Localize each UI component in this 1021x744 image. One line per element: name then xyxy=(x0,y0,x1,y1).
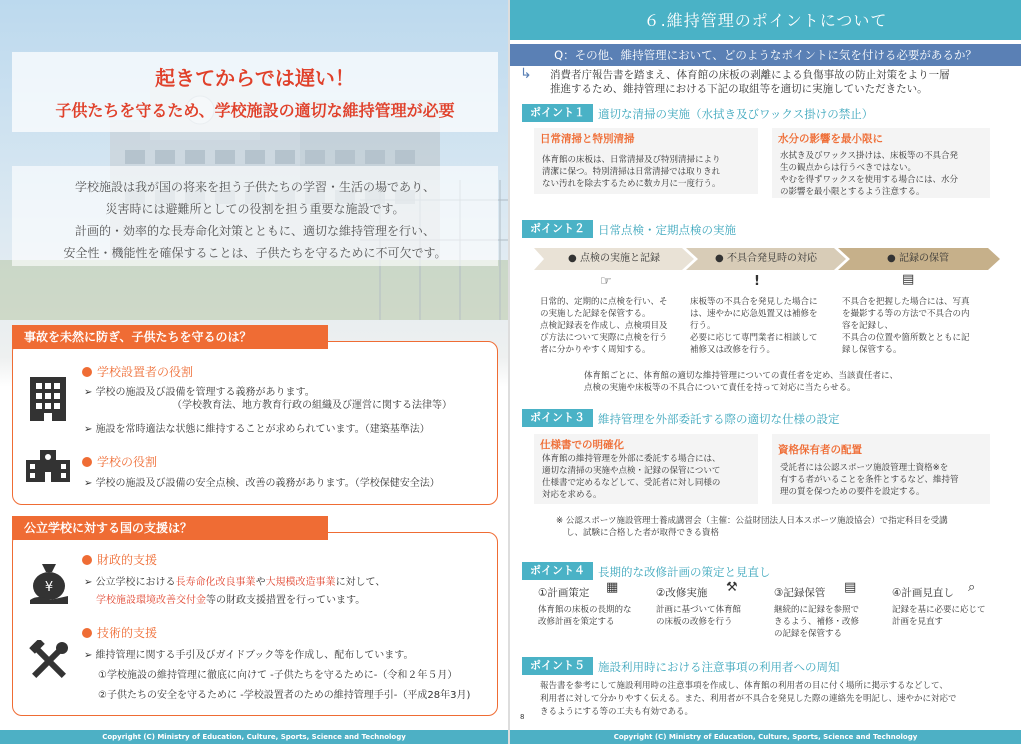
document-icon: ▤ xyxy=(902,272,915,287)
right-footer-copyright: Copyright (C) Ministry of Education, Culture, Sports, Science and Technology xyxy=(510,730,1021,744)
bullet-dot-icon xyxy=(82,457,92,467)
card-title: 水分の影響を最小限に xyxy=(778,133,883,145)
technical-support-title: 技術的支援 xyxy=(82,624,157,641)
right-page xyxy=(510,0,1021,744)
card-body: 水拭き及びワックス掛けは、床板等の不具合発 生の観点からは行うべきではない。 やむを得ずワックスを使用する場合には、水分 の影響を最小限とするよう注意する。 xyxy=(780,151,958,197)
left-footer-copyright: Copyright (C) Ministry of Education, Culture, Sports, Science and Technology xyxy=(0,730,508,744)
role2-item: ➢ 学校の施設及び設備の安全点検、改善の義務があります。（学校保健安全法） xyxy=(84,478,440,489)
step-plan-label: ①計画策定 xyxy=(538,587,590,599)
qualified-staff-card xyxy=(772,434,990,504)
role1-item: ➢ 学校の施設及び設備を管理する義務があります。 xyxy=(84,387,315,398)
arrow-icon: ↳ xyxy=(520,66,532,82)
hero-subtitle: 子供たちを守るため、学校施設の適切な維持管理が必要 xyxy=(55,101,455,120)
role2-title: 学校の役割 xyxy=(82,453,157,470)
step-repair-label: ②改修実施 xyxy=(656,587,708,599)
point5-body: 報告書を参考にして施設利用時の注意事項を作成し、体育館の利用者の目に付く場所に掲示するなどして、 利用者に対して分かりやすく伝える。また、利用者が不具合を発見した際の連絡先を明記し、速やかに対応で きるようにする等の工夫も有効である。 xyxy=(540,681,957,717)
bullet-dot-icon xyxy=(82,555,92,565)
card-body: 体育館の床板は、日常清掃及び特別清掃により 清潔に保つ。特別清掃は日常清掃では取りきれ ない汚れを除去するために数カ月に一度行う。 xyxy=(542,155,721,189)
bullet-dot-icon xyxy=(82,367,92,377)
building-icon xyxy=(28,375,68,423)
point1-title: 適切な清掃の実施（水拭き及びワックス掛けの禁止） xyxy=(598,107,874,121)
intro-line: 計画的・効率的な長寿命化対策とともに、適切な維持管理を行い、 xyxy=(74,224,435,238)
exclamation-icon: ! xyxy=(754,274,760,289)
card-body: 体育館の維持管理を外部に委託する場合には、 適切な清掃の実施や点検・記録の保管について 仕様書で定めるなどして、受託者に対し同様の 対応を求める。 xyxy=(542,454,721,500)
step-check-record: ● 点検の実施と記録 xyxy=(568,253,660,264)
point2-badge: ポイント２ xyxy=(522,220,593,238)
step-review-label: ④計画見直し xyxy=(892,587,954,599)
page-title: ６.維持管理のポイントについて xyxy=(510,0,1021,40)
point1-badge: ポイント１ xyxy=(522,104,593,122)
question-bar: Q：その他、維持管理において、どのようなポイントに気を付ける必要があるか？ xyxy=(510,44,1021,66)
school-icon xyxy=(24,446,72,482)
hero-banner xyxy=(12,52,498,132)
hero-title: 起きてからでは遅い！ xyxy=(155,66,355,90)
point4-title: 長期的な改修計画の策定と見直し xyxy=(598,565,771,579)
step-defect-response: ● 不具合発見時の対応 xyxy=(715,253,817,264)
role1-item: ➢ 施設を常時適法な状態に維持することが求められています。（建築基準法） xyxy=(84,424,430,435)
step-plan-desc: 体育館の床板の長期的な 改修計画を策定する xyxy=(538,605,632,627)
step3-description: 不具合を把握した場合には、写真 を撮影する等の方法で不具合の内 容を記録し、 不具合の位置や箇所数とともに記 録し保管する。 xyxy=(842,297,970,355)
calendar-icon: ▦ xyxy=(606,580,619,595)
spec-card xyxy=(534,434,758,504)
guidebook-item: ①学校施設の維持管理に徹底に向けて -子供たちを守るために-（令和２年５月） xyxy=(98,670,458,681)
pointing-hand-icon: ☞ xyxy=(600,274,612,289)
step-record-label: ③記録保管 xyxy=(774,587,826,599)
cleaning-card xyxy=(534,128,758,194)
financial-support-line: 学校施設環境改善交付金等の財政支援措置を行っています。 xyxy=(96,595,366,606)
step-review-desc: 記録を基に必要に応じて 計画を見直す xyxy=(892,605,986,627)
answer-text: 消費者庁報告書を踏まえ、体育館の床板の剥離による負傷事故の防止対策をより一層 推進するため、維持管理における下記の取組等を適切に実施していただきたい。 xyxy=(550,69,950,95)
page-number: 8 xyxy=(520,713,525,721)
step1-description: 日常的、定期的に点検を行い、そ の実施した記録を保管する。 点検記録表を作成し、点検項目及 び方法について実際に点検を行う 者に分かりやすく周知する。 xyxy=(540,297,668,355)
step-repair-desc: 計画に基づいて体育館 の床板の改修を行う xyxy=(656,605,742,627)
technical-support-line: ➢ 維持管理に関する手引及びガイドブック等を作成し、配布しています。 xyxy=(84,650,414,661)
money-bag-icon xyxy=(28,560,70,606)
guidebook-item: ②子供たちの安全を守るために -学校設置者のための維持管理手引-（平成28年3月) xyxy=(98,690,471,701)
step-record-storage: ● 記録の保管 xyxy=(887,253,949,264)
card-title: 資格保有者の配置 xyxy=(778,444,862,456)
responsible-person-note: 体育館ごとに、体育館の適切な維持管理についての責任者を定め、当該責任者に、 点検の実施や床板等の不具合について責任を持って対応に当たらせる。 xyxy=(584,371,898,393)
step2-description: 床板等の不具合を発見した場合に は、速やかに応急処置又は補修を 行う。 必要に応じて専門業者に相談して 補修又は改修を行う。 xyxy=(690,297,818,355)
financial-support-title: 財政的支援 xyxy=(82,551,157,568)
card-title: 日常清掃と特別清掃 xyxy=(540,133,635,145)
point3-title: 維持管理を外部委託する際の適切な仕様の設定 xyxy=(598,412,840,426)
left-page xyxy=(0,0,508,744)
intro-line: 災害時には避難所としての役割を担う重要な施設です。 xyxy=(105,202,405,216)
qualification-footnote: ※ 公認スポーツ施設管理士養成講習会（主催：公益財団法人日本スポーツ施設協会）で指定科目を受講 し、試験に合格した者が取得できる資格 xyxy=(556,516,948,538)
magnifier-icon: ⌕ xyxy=(968,580,976,595)
moisture-card xyxy=(772,128,990,198)
clipboard-icon: ▤ xyxy=(844,580,857,595)
intro-line: 学校施設は我が国の将来を担う子供たちの学習・生活の場であり、 xyxy=(74,180,435,194)
hammer-icon: ⚒ xyxy=(726,580,738,595)
intro-text-box xyxy=(12,166,498,266)
svg-text:¥: ¥ xyxy=(44,580,54,595)
intro-line: 安全性・機能性を確保することは、子供たちを守るために不可欠です。 xyxy=(63,246,447,260)
point5-title: 施設利用時における注意事項の利用者への周知 xyxy=(598,660,840,674)
card-body: 受託者には公認スポーツ施設管理士資格※を 有する者がいることを条件とするなど、維持管 理の質を保つための要件を設定する。 xyxy=(780,463,959,497)
point4-badge: ポイント４ xyxy=(522,562,593,580)
point3-badge: ポイント３ xyxy=(522,409,593,427)
bullet-dot-icon xyxy=(82,628,92,638)
step-record-desc: 継続的に記録を参照で きるよう、補修・改修 の記録を保管する xyxy=(774,605,860,639)
point5-badge: ポイント５ xyxy=(522,657,593,675)
role1-title: 学校設置者の役割 xyxy=(82,363,193,380)
financial-support-line: ➢ 公立学校における長寿命化改良事業や大規模改造事業に対して、 xyxy=(84,577,386,588)
tools-icon xyxy=(28,640,70,682)
section-heading-prevention: 事故を未然に防ぎ、子供たちを守るのは？ xyxy=(12,325,328,349)
role1-item-note: （学校教育法、地方教育行政の組織及び運営に関する法律等） xyxy=(172,400,452,411)
card-title: 仕様書での明確化 xyxy=(540,439,624,451)
section-heading-support: 公立学校に対する国の支援は？ xyxy=(12,516,328,540)
point2-title: 日常点検・定期点検の実施 xyxy=(598,223,736,237)
